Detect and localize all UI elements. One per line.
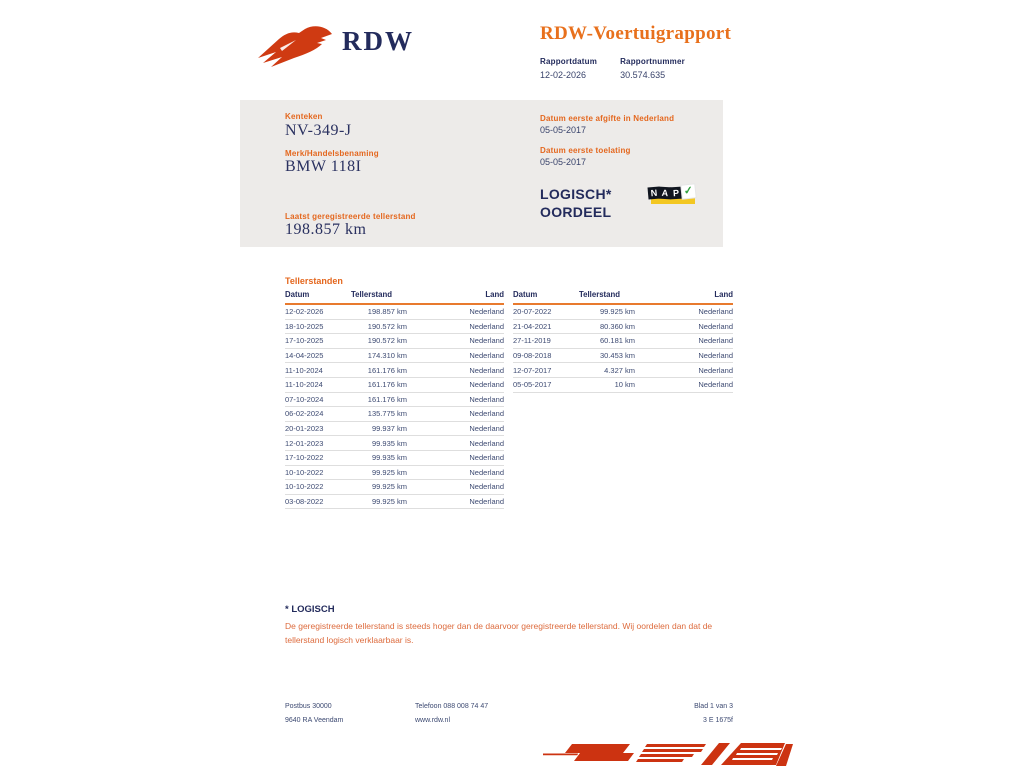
col-datum: Datum (513, 290, 538, 299)
meter-land: Nederland (469, 380, 504, 390)
meter-stand: 161.176 km (367, 365, 407, 375)
meter-table-header (513, 290, 733, 305)
footer-page-number: Blad 1 van 3 (694, 703, 733, 710)
footer-website: www.rdw.nl (415, 717, 451, 724)
meter-land: Nederland (698, 380, 733, 390)
meter-row (513, 320, 733, 335)
col-tellerstand: Tellerstand (579, 290, 621, 299)
meter-row (285, 466, 504, 481)
report-date-value: 12-02-2026 (540, 70, 587, 80)
meter-stand: 161.176 km (367, 380, 407, 390)
meter-datum: 12-02-2026 (285, 307, 324, 317)
meter-datum: 10-10-2022 (285, 467, 324, 477)
nap-check-icon: ✓ (683, 184, 694, 198)
footer-contact (415, 700, 488, 728)
meter-stand: 10 km (614, 380, 635, 390)
nap-logo (648, 185, 698, 209)
meter-row (513, 378, 733, 393)
merk-label: Merk/Handelsbenaming (285, 149, 379, 158)
meter-datum: 21-04-2021 (513, 321, 552, 331)
rdw-logo (256, 22, 414, 68)
tellerstand-label: Laatst geregistreerde tellerstand (285, 212, 416, 221)
meter-land: Nederland (469, 482, 504, 492)
report-date-field (540, 57, 597, 80)
meter-row (513, 349, 733, 364)
kenteken-value: NV-349-J (285, 122, 352, 139)
col-datum: Datum (285, 290, 310, 299)
meter-row (285, 305, 504, 320)
speed-stripes-icon (543, 740, 793, 768)
report-number-label: Rapportnummer (620, 57, 685, 66)
meter-row (285, 393, 504, 408)
nap-letter-a: A (659, 187, 672, 200)
meter-stand: 99.925 km (599, 307, 635, 317)
oordeel-line1: LOGISCH* (540, 186, 612, 202)
meter-stand: 190.572 km (367, 321, 407, 331)
meter-land: Nederland (698, 336, 733, 346)
meter-stand: 198.857 km (367, 307, 407, 317)
meter-land: Nederland (469, 424, 504, 434)
report-number-value: 30.574.635 (620, 70, 666, 80)
meter-land: Nederland (469, 321, 504, 331)
footer-address-line1: Postbus 30000 (285, 703, 332, 710)
meter-datum: 05-05-2017 (513, 380, 552, 390)
meter-land: Nederland (469, 438, 504, 448)
kenteken-label: Kenteken (285, 112, 323, 121)
meter-row (285, 407, 504, 422)
meter-stand: 60.181 km (599, 336, 635, 346)
meter-table-header (285, 290, 504, 305)
meter-datum: 18-10-2025 (285, 321, 324, 331)
meter-stand: 30.453 km (599, 351, 635, 361)
toelating-label: Datum eerste toelating (540, 146, 631, 155)
meter-stand: 99.935 km (371, 453, 407, 463)
meter-row (513, 334, 733, 349)
meter-row (285, 320, 504, 335)
meter-datum: 20-01-2023 (285, 424, 324, 434)
meter-row (285, 378, 504, 393)
meter-table-left (285, 290, 504, 509)
meter-land: Nederland (698, 365, 733, 375)
toelating-value: 05-05-2017 (540, 157, 587, 167)
meter-row (285, 334, 504, 349)
meter-stand: 99.925 km (371, 467, 407, 477)
meter-datum: 03-08-2022 (285, 497, 324, 507)
col-land: Land (485, 290, 504, 299)
meter-datum: 06-02-2024 (285, 409, 324, 419)
meter-datum: 17-10-2025 (285, 336, 324, 346)
afgifte-value: 05-05-2017 (540, 125, 587, 135)
vehicle-summary-panel (240, 100, 723, 247)
nap-letter-n: N (647, 186, 660, 199)
meter-stand: 161.176 km (367, 394, 407, 404)
meter-land: Nederland (469, 394, 504, 404)
meter-datum: 07-10-2024 (285, 394, 324, 404)
tellerstanden-section-title: Tellerstanden (285, 276, 343, 286)
meter-row (285, 363, 504, 378)
page-title: RDW-Voertuigrapport (540, 23, 732, 44)
meter-stand: 99.935 km (371, 438, 407, 448)
meter-land: Nederland (469, 351, 504, 361)
meter-stand: 80.360 km (599, 321, 635, 331)
meter-row (513, 305, 733, 320)
meter-stand: 99.937 km (371, 424, 407, 434)
oordeel-text (540, 185, 612, 221)
meter-rows-right (513, 305, 733, 393)
meter-row (285, 436, 504, 451)
meter-datum: 17-10-2022 (285, 453, 324, 463)
rdw-logo-icon (256, 22, 334, 68)
meter-stand: 4.327 km (604, 365, 635, 375)
report-date-label: Rapportdatum (540, 57, 598, 66)
meter-stand: 99.925 km (371, 482, 407, 492)
nap-letter-p: P (670, 187, 683, 200)
footer-phone: Telefoon 088 008 74 47 (415, 703, 489, 710)
footer-address (285, 700, 343, 728)
report-meta (540, 57, 685, 80)
footnote-text: De geregistreerde tellerstand is steeds hoger dan de daarvoor geregistreerde tellerstand. Wij oordelen dan dat de tellerstand logisch verklaarbaar is. (285, 621, 713, 645)
meter-datum: 14-04-2025 (285, 351, 324, 361)
meter-land: Nederland (469, 307, 504, 317)
meter-land: Nederland (698, 351, 733, 361)
meter-stand: 135.775 km (367, 409, 407, 419)
meter-row (285, 495, 504, 510)
meter-datum: 12-07-2017 (513, 365, 552, 375)
meter-land: Nederland (698, 307, 733, 317)
footer-form-code: 3 E 1675f (703, 717, 733, 724)
meter-datum: 20-07-2022 (513, 307, 552, 317)
meter-datum: 10-10-2022 (285, 482, 324, 492)
merk-value: BMW 118I (285, 158, 362, 175)
footnote-title: * LOGISCH (285, 604, 335, 615)
meter-row (285, 451, 504, 466)
oordeel-line2: OORDEEL (540, 204, 612, 220)
tellerstand-value: 198.857 km (285, 221, 367, 238)
meter-land: Nederland (469, 336, 504, 346)
meter-stand: 174.310 km (367, 351, 407, 361)
meter-land: Nederland (469, 497, 504, 507)
meter-datum: 09-08-2018 (513, 351, 552, 361)
meter-row (285, 480, 504, 495)
meter-datum: 12-01-2023 (285, 438, 324, 448)
meter-stand: 190.572 km (367, 336, 407, 346)
meter-table-right (513, 290, 733, 393)
footer-address-line2: 9640 RA Veendam (285, 717, 344, 724)
report-number-field (620, 57, 685, 80)
meter-rows-left (285, 305, 504, 509)
meter-land: Nederland (469, 409, 504, 419)
col-land: Land (714, 290, 733, 299)
meter-land: Nederland (469, 467, 504, 477)
meter-row (285, 422, 504, 437)
meter-stand: 99.925 km (371, 497, 407, 507)
meter-land: Nederland (698, 321, 733, 331)
meter-datum: 11-10-2024 (285, 365, 323, 375)
meter-row (285, 349, 504, 364)
col-tellerstand: Tellerstand (351, 290, 393, 299)
meter-datum: 27-11-2019 (513, 336, 551, 346)
meter-row (513, 363, 733, 378)
meter-datum: 11-10-2024 (285, 380, 323, 390)
meter-land: Nederland (469, 453, 504, 463)
afgifte-label: Datum eerste afgifte in Nederland (540, 114, 675, 123)
meter-land: Nederland (469, 365, 504, 375)
rdw-speed-stripes-graphic (543, 740, 793, 773)
rdw-logo-text: RDW (342, 25, 414, 56)
footer-page-info (694, 700, 733, 728)
